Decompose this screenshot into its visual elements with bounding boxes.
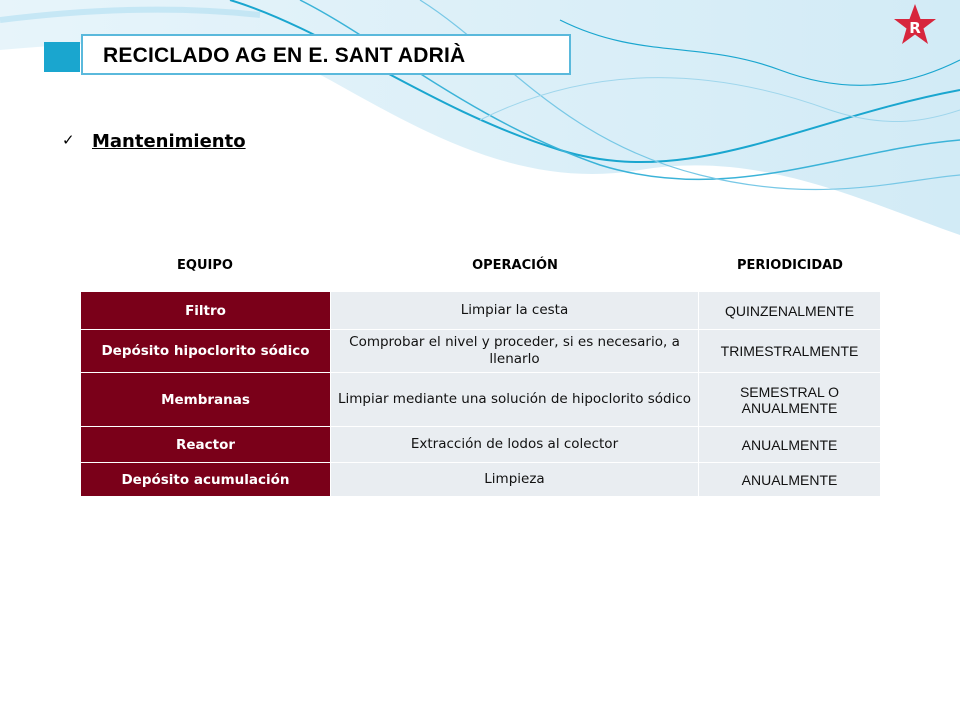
equipment-cell: Reactor (81, 427, 331, 463)
header-periodicidad: PERIODICIDAD (737, 258, 843, 273)
equipment-cell: Filtro (81, 292, 331, 330)
maintenance-table (80, 291, 881, 497)
equipment-cell: Membranas (81, 373, 331, 427)
frequency-cell: TRIMESTRALMENTE (699, 330, 881, 373)
section-title: Mantenimiento (92, 131, 246, 152)
star-logo-icon (891, 3, 939, 47)
frequency-cell: ANUALMENTE (699, 427, 881, 463)
title-accent-bar (44, 42, 80, 72)
logo-letter: R (909, 19, 921, 37)
slide-title: RECICLADO AG EN E. SANT ADRIÀ (103, 44, 466, 67)
frequency-cell: ANUALMENTE (699, 463, 881, 497)
header-operacion: OPERACIÓN (472, 258, 558, 273)
frequency-cell: QUINZENALMENTE (699, 292, 881, 330)
table-row (81, 292, 881, 330)
operation-cell: Extracción de lodos al colector (331, 427, 699, 463)
equipment-cell: Depósito hipoclorito sódico (81, 330, 331, 373)
operation-cell: Limpieza (331, 463, 699, 497)
table-row (81, 463, 881, 497)
title-box (81, 34, 571, 75)
operation-cell: Limpiar la cesta (331, 292, 699, 330)
operation-cell: Limpiar mediante una solución de hipoclorito sódico (331, 373, 699, 427)
header-equipo: EQUIPO (177, 258, 233, 273)
operation-cell: Comprobar el nivel y proceder, si es necesario, a llenarlo (331, 330, 699, 373)
table-row (81, 330, 881, 373)
equipment-cell: Depósito acumulación (81, 463, 331, 497)
check-bullet-icon: ✓ (62, 131, 75, 149)
frequency-cell: SEMESTRAL O ANUALMENTE (699, 373, 881, 427)
table-row (81, 373, 881, 427)
table-row (81, 427, 881, 463)
